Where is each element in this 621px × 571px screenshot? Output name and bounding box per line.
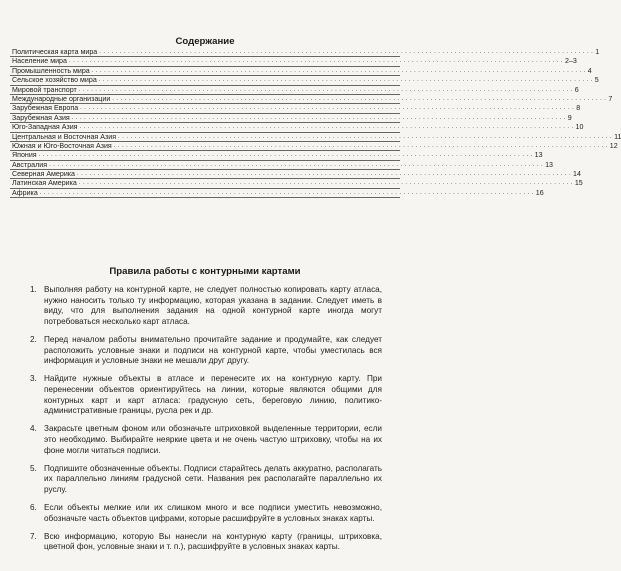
- rule-item: [30, 335, 382, 367]
- toc-leader-dots: . . . . . . . . . . . . . . . . . . . . . . . . . . . . . . . . . . . . . . . . . . . . . . . . . . . . . . . . . . . . . . . . . . . . . . . . . . . . . . . . . . . . . . . . . . . . . . . . . . . . . . . . . . . . . . . . . . . . . . . .: [118, 133, 613, 140]
- toc-entry-page: 5: [594, 76, 599, 85]
- rule-number: 6.: [30, 503, 37, 513]
- toc-entry-page: 8: [576, 104, 581, 113]
- toc-entry-label: Промышленность мира: [12, 66, 90, 75]
- toc-entry-label: Международные организации: [12, 94, 111, 103]
- toc-entry-page: 13: [545, 160, 553, 169]
- toc-leader-dots: . . . . . . . . . . . . . . . . . . . . . . . . . . . . . . . . . . . . . . . . . . . . . . . . . . . . . . . . . . . . . . . . . . . . . . . . . . . . . . . . . . . . . . . . . . . . . . . . . . . . . . . . . . . . . . . . . . . . . . . .: [78, 86, 573, 93]
- rule-text: Найдите нужные объекты в атласе и перенесите их на контурную карту. При перенесении объектов ориентируйтесь на линии, которые являются общими для контурных карт и карт атласа: градусную сеть, береговую линию, политико-административные границы, русла рек и др.: [44, 374, 382, 416]
- toc-entry: [10, 85, 579, 95]
- toc-leader-dots: . . . . . . . . . . . . . . . . . . . . . . . . . . . . . . . . . . . . . . . . . . . . . . . . . . . . . . . . . . . . . . . . . . . . . . . . . . . . . . . . . . . . . . . . . . . . . . . . . . . . . . . . . . . . . . . . . . . . . . . .: [80, 105, 575, 112]
- rule-number: 1.: [30, 285, 37, 294]
- toc-entry-label: Зарубежная Европа: [12, 104, 79, 113]
- toc-leader-dots: . . . . . . . . . . . . . . . . . . . . . . . . . . . . . . . . . . . . . . . . . . . . . . . . . . . . . . . . . . . . . . . . . . . . . . . . . . . . . . . . . . . . . . . . . . . . . . . . . . . . . . . . . . . . . . . . . . . . . . . .: [98, 77, 593, 84]
- rule-text: Перед началом работы внимательно прочитайте задание и продумайте, как следует расположить условные знаки и подписи на контурной карте, чтобы уместилась вся информация и условные знаки не мешали друг другу.: [44, 334, 382, 366]
- toc-leader-dots: . . . . . . . . . . . . . . . . . . . . . . . . . . . . . . . . . . . . . . . . . . . . . . . . . . . . . . . . . . . . . . . . . . . . . . . . . . . . . . . . . . . . . . . . . . . . . . . . . . . . . . . . . . . . . . . . . . . . . . . .: [39, 189, 534, 196]
- toc-entry: [10, 57, 577, 66]
- toc-entry-label: Сельское хозяйство мира: [12, 76, 97, 85]
- toc-entry-page: 2–3: [564, 57, 577, 66]
- rule-number: 2.: [30, 334, 37, 344]
- rule-item: [30, 532, 382, 553]
- toc-entry-page: 13: [534, 151, 543, 160]
- toc-entry-page: 6: [574, 85, 579, 94]
- toc-leader-dots: . . . . . . . . . . . . . . . . . . . . . . . . . . . . . . . . . . . . . . . . . . . . . . . . . . . . . . . . . . . . . . . . . . . . . . . . . . . . . . . . . . . . . . . . . . . . . . . . . . . . . . . . . . . . . . . . . . . . . . . .: [71, 114, 566, 121]
- toc-entry: [10, 76, 599, 85]
- toc-entry-label: Мировой транспорт: [12, 85, 77, 94]
- rule-item: [30, 503, 382, 524]
- rule-number: 5.: [30, 463, 37, 473]
- toc-entry-label: Население мира: [12, 57, 67, 66]
- toc-entry-label: Зарубежная Азия: [12, 113, 70, 122]
- toc-leader-dots: . . . . . . . . . . . . . . . . . . . . . . . . . . . . . . . . . . . . . . . . . . . . . . . . . . . . . . . . . . . . . . . . . . . . . . . . . . . . . . . . . . . . . . . . . . . . . . . . . . . . . . . . . . . . . . . . . . . . . . . .: [91, 67, 586, 74]
- toc-entry-page: 10: [575, 123, 584, 132]
- toc-entry-page: 9: [567, 113, 572, 122]
- toc-leader-dots: . . . . . . . . . . . . . . . . . . . . . . . . . . . . . . . . . . . . . . . . . . . . . . . . . . . . . . . . . . . . . . . . . . . . . . . . . . . . . . . . . . . . . . . . . . . . . . . . . . . . . . . . . . . . . . . . . . . . . . . .: [79, 124, 574, 131]
- toc-leader-dots: . . . . . . . . . . . . . . . . . . . . . . . . . . . . . . . . . . . . . . . . . . . . . . . . . . . . . . . . . . . . . . . . . . . . . . . . . . . . . . . . . . . . . . . . . . . . . . . . . . . . . . . . . . . . . . . . . . . . . . . .: [78, 180, 573, 187]
- toc-entry-page: 12: [609, 141, 618, 150]
- toc-leader-dots: . . . . . . . . . . . . . . . . . . . . . . . . . . . . . . . . . . . . . . . . . . . . . . . . . . . . . . . . . . . . . . . . . . . . . . . . . . . . . . . . . . . . . . . . . . . . . . . . . . . . . . . . . . . . . . . . . . . . . . . .: [77, 171, 572, 178]
- rule-text: Выполняя работу на контурной карте, не следует полностью копировать карту атласа, нужно наносить только ту информацию, которая указана в задании. Следует иметь в виду, что для выполнения задания на одной контурной карте иногда могут потребоваться несколько карт атласа.: [44, 285, 382, 326]
- toc-leader-dots: . . . . . . . . . . . . . . . . . . . . . . . . . . . . . . . . . . . . . . . . . . . . . . . . . . . . . . . . . . . . . . . . . . . . . . . . . . . . . . . . . . . . . . . . . . . . . . . . . . . . . . . . . . . . . . . . . . . . . . . .: [99, 48, 594, 55]
- toc-entry-label: Северная Америка: [12, 170, 75, 179]
- toc-leader-dots: . . . . . . . . . . . . . . . . . . . . . . . . . . . . . . . . . . . . . . . . . . . . . . . . . . . . . . . . . . . . . . . . . . . . . . . . . . . . . . . . . . . . . . . . . . . . . . . . . . . . . . . . . . . . . . . . . . . . . . . .: [38, 152, 533, 159]
- toc-entry: [10, 179, 583, 188]
- toc-leader-dots: . . . . . . . . . . . . . . . . . . . . . . . . . . . . . . . . . . . . . . . . . . . . . . . . . . . . . . . . . . . . . . . . . . . . . . . . . . . . . . . . . . . . . . . . . . . . . . . . . . . . . . . . . . . . . . . . . . . . . . . .: [112, 95, 607, 102]
- rule-number: 7.: [30, 531, 37, 541]
- toc-entry-label: Африка: [12, 188, 38, 197]
- toc-entry-page: 16: [535, 188, 544, 197]
- toc-entry: [10, 66, 592, 76]
- toc-entry: [10, 151, 543, 160]
- rule-item: [30, 464, 382, 496]
- toc-entry: [10, 104, 581, 113]
- toc-entry: [10, 141, 618, 151]
- rule-item: [30, 424, 382, 456]
- rule-number: 3.: [30, 374, 37, 384]
- toc-entry-label: Австралия: [12, 160, 48, 169]
- toc-entry-label: Латинская Америка: [12, 179, 77, 188]
- toc-leader-dots: . . . . . . . . . . . . . . . . . . . . . . . . . . . . . . . . . . . . . . . . . . . . . . . . . . . . . . . . . . . . . . . . . . . . . . . . . . . . . . . . . . . . . . . . . . . . . . . . . . . . . . . . . . . . . . . . . . . . . . . .: [49, 161, 544, 168]
- rule-number: 4.: [30, 424, 37, 434]
- toc-entry: [10, 170, 581, 179]
- toc-entry: [10, 94, 613, 104]
- toc-list: [10, 47, 621, 198]
- toc-entry-label: Юго-Западная Азия: [12, 123, 78, 132]
- toc-leader-dots: . . . . . . . . . . . . . . . . . . . . . . . . . . . . . . . . . . . . . . . . . . . . . . . . . . . . . . . . . . . . . . . . . . . . . . . . . . . . . . . . . . . . . . . . . . . . . . . . . . . . . . . . . . . . . . . . . . . . . . . .: [68, 58, 563, 65]
- toc-entry-label: Политическая карта мира: [12, 47, 98, 56]
- toc-entry: [10, 188, 544, 198]
- toc-entry: [10, 123, 584, 132]
- toc-entry: [10, 47, 600, 57]
- toc-title: Содержание: [175, 36, 235, 47]
- toc-entry-page: 1: [595, 47, 600, 56]
- toc-entry-page: 14: [573, 170, 581, 179]
- toc-entry-label: Япония: [12, 151, 37, 160]
- rules-list: [30, 285, 382, 561]
- toc-entry-page: 11: [614, 132, 621, 141]
- toc-entry: [10, 132, 621, 142]
- rule-item: [30, 374, 382, 416]
- rules-title: Правила работы с контурными картами: [109, 266, 301, 277]
- toc-entry-page: 7: [608, 94, 613, 103]
- toc-entry: [10, 160, 553, 170]
- toc-entry-label: Центральная и Восточная Азия: [12, 132, 117, 141]
- toc-entry-label: Южная и Юго-Восточная Азия: [12, 141, 112, 150]
- toc-entry: [10, 113, 572, 123]
- toc-entry-page: 4: [587, 66, 592, 75]
- rule-text: Если объекты мелкие или их слишком много и все подписи уместить невозможно, обозначьте часть объектов цифрами, которые расшифруйте в условных знаках карты.: [44, 503, 382, 523]
- rule-item: [30, 285, 382, 327]
- toc-leader-dots: . . . . . . . . . . . . . . . . . . . . . . . . . . . . . . . . . . . . . . . . . . . . . . . . . . . . . . . . . . . . . . . . . . . . . . . . . . . . . . . . . . . . . . . . . . . . . . . . . . . . . . . . . . . . . . . . . . . . . . . .: [113, 142, 608, 149]
- toc-entry-page: 15: [574, 179, 583, 188]
- rule-text: Подпишите обозначенные объекты. Подписи старайтесь делать аккуратно, располагать их параллельно линиям градусной сети. Названия рек располагайте параллельно их руслу.: [44, 463, 382, 494]
- rule-text: Закрасьте цветным фоном или обозначьте штриховкой выделенные территории, если это необходимо. Выбирайте неяркие цвета и не очень частую штриховку, чтобы на их фоне могли читаться подписи.: [44, 424, 382, 455]
- rule-text: Всю информацию, которую Вы нанесли на контурную карту (границы, штриховка, цветной фон, условные знаки и т. п.), расшифруйте в условных знаках карты.: [44, 531, 382, 552]
